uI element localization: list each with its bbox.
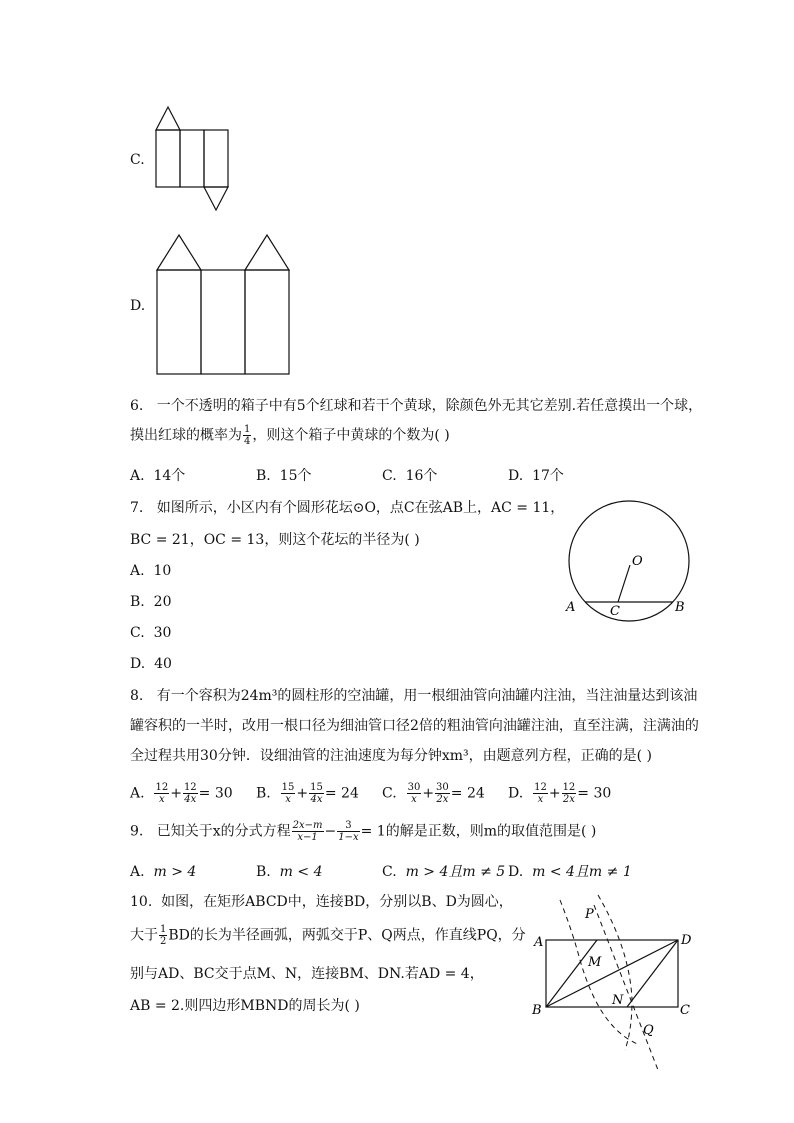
- q9-text-post: = 1的解是正数，则m的取值范围是( ): [360, 823, 597, 840]
- q6-number: 6.: [130, 398, 144, 414]
- q6-option-d[interactable]: D. 17个: [508, 468, 564, 484]
- q6-option-b[interactable]: B. 15个: [256, 468, 312, 484]
- label-m: M: [588, 955, 602, 970]
- q8-number: 8.: [130, 688, 144, 704]
- q9-option-c[interactable]: C. m > 4且m ≠ 5: [382, 864, 506, 880]
- q7-option-a[interactable]: A. 10: [130, 563, 172, 579]
- q9-frac-1: $\frac{2x-m}{x-1}$: [292, 820, 323, 843]
- label-b: B: [532, 1003, 542, 1018]
- q8-line2: 罐容积的一半时，改用一根口径为细油管口径2倍的粗油管向油罐注油，直至注满，注满油的: [130, 718, 699, 734]
- q9-line1: 9. 已知关于x的分式方程 $\frac{2x-m}{x-1}$ − $\frac{3}{1-x}$ = 1的解是正数，则m的取值范围是( ): [130, 820, 597, 843]
- q6-text-1: 一个不透明的箱子中有5个红球和若干个黄球，除颜色外无其它差别.若任意摸出一个球，: [156, 398, 703, 414]
- label-b: B: [675, 600, 685, 615]
- label-p: P: [585, 907, 594, 922]
- q7-number: 7.: [130, 500, 144, 516]
- label-d: D: [681, 933, 692, 948]
- q10-fraction: $\frac{1}{2}$: [160, 924, 167, 947]
- q10-text-2a: 大于: [130, 927, 158, 944]
- q6-option-a[interactable]: A. 14个: [130, 468, 186, 484]
- q10-line3: 别与AD、BC交于点M、N，连接BM、DN.若AD = 4，: [130, 966, 484, 982]
- q9-number: 9.: [130, 823, 144, 840]
- q10-line4: AB = 2.则四边形MBND的周长为( ): [130, 998, 360, 1014]
- q7-line2: BC = 21，OC = 13，则这个花坛的半径为( ): [130, 532, 420, 548]
- q9-option-d[interactable]: D. m < 4且m ≠ 1: [508, 864, 632, 880]
- q8-text-1: 有一个容积为24m³的圆柱形的空油罐，用一根细油管向油罐内注油，当注油量达到该油: [156, 688, 698, 704]
- q10-text-1: 如图，在矩形ABCD中，连接BD，分别以B、D为圆心，: [161, 894, 513, 910]
- q6-option-c[interactable]: C. 16个: [382, 468, 438, 484]
- q10-number: 10.: [130, 894, 153, 910]
- q6-frac-den: 4: [244, 436, 251, 447]
- option-d-label: D.: [130, 298, 146, 314]
- q6-text-2b: ，则这个箱子中黄球的个数为( ): [252, 427, 450, 444]
- option-c-label: C.: [130, 152, 145, 168]
- label-c: C: [610, 604, 620, 619]
- q7-option-d[interactable]: D. 40: [130, 656, 172, 672]
- label-q: Q: [643, 1023, 654, 1038]
- q10-text-2b: BD的长为半径画弧，两弧交于P、Q两点，作直线PQ，分: [168, 927, 526, 944]
- label-o: O: [632, 554, 643, 569]
- q8-line3: 全过程共用30分钟．设细油管的注油速度为每分钟xm³，由题意列方程，正确的是( ): [130, 748, 652, 764]
- q6-text-2a: 摸出红球的概率为: [130, 427, 242, 444]
- q8-option-c[interactable]: C. $\frac{30}{x}$ + $\frac{30}{2x}$ = 24: [382, 782, 485, 805]
- label-a: A: [534, 935, 544, 950]
- q9-frac-2: $\frac{3}{1-x}$: [338, 820, 359, 843]
- q9-text-pre: 已知关于x的分式方程: [156, 823, 291, 840]
- segment-bm: [546, 940, 597, 1007]
- q9-option-b[interactable]: B. m < 4: [256, 864, 323, 880]
- q8-option-a[interactable]: A. $\frac{12}{x}$ + $\frac{12}{4x}$ = 30: [130, 782, 233, 805]
- label-n: N: [612, 993, 624, 1008]
- q7-option-b[interactable]: B. 20: [130, 594, 172, 610]
- q7-option-c[interactable]: C. 30: [130, 625, 172, 641]
- q8-option-b[interactable]: B. $\frac{15}{x}$ + $\frac{15}{4x}$ = 24: [256, 782, 359, 805]
- q8-option-d[interactable]: D. $\frac{12}{x}$ + $\frac{12}{2x}$ = 30: [508, 782, 612, 805]
- label-a: A: [566, 600, 576, 615]
- label-c: C: [680, 1003, 690, 1018]
- segment-dn: [627, 940, 678, 1007]
- q6-frac-num: 1: [244, 424, 251, 435]
- line-pq: [594, 905, 658, 1070]
- q7-text-1: 如图所示，小区内有个圆形花坛⊙O，点C在弦AB上，AC = 11，: [156, 500, 565, 516]
- q9-option-a[interactable]: A. m > 4: [130, 864, 197, 880]
